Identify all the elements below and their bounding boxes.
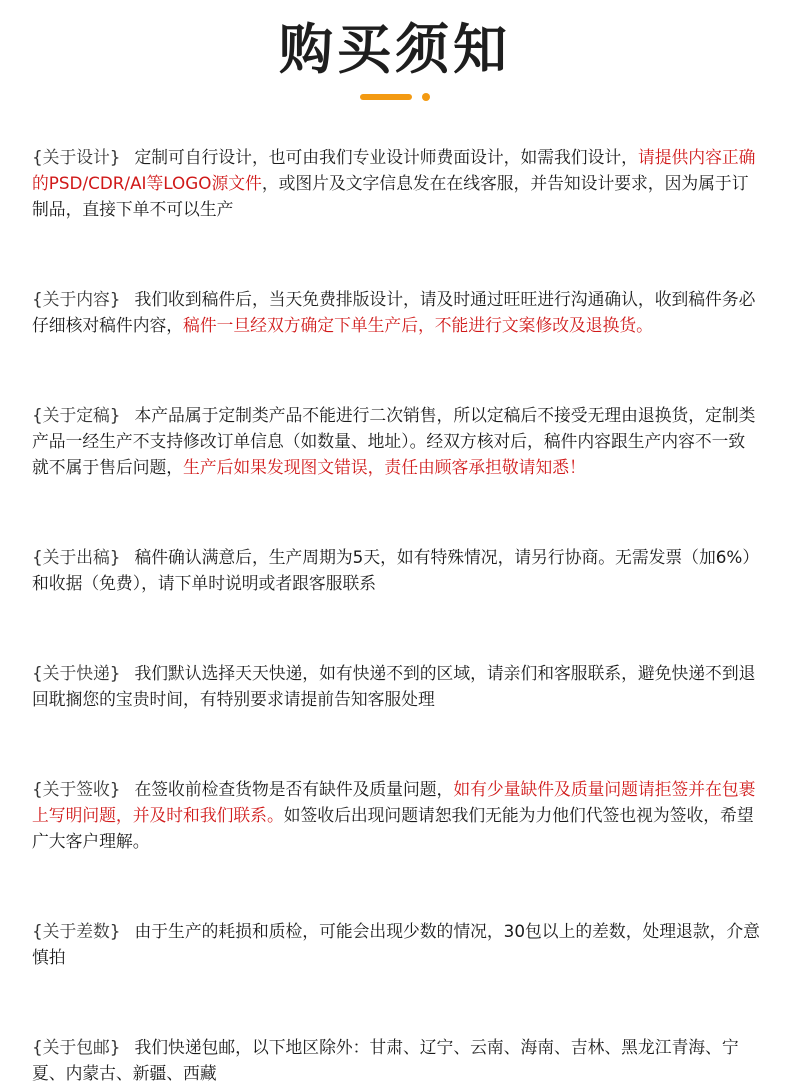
section-signing [32, 776, 760, 854]
section-label: {关于包邮} [32, 1037, 121, 1057]
section-label: {关于出稿} [32, 547, 121, 567]
section-highlight: 生产后如果发现图文错误，责任由顾客承担敬请知悉！ [183, 457, 586, 477]
section-label: {关于定稿} [32, 405, 121, 425]
section-label: {关于差数} [32, 921, 121, 941]
section-text: 稿件确认满意后，生产周期为5天，如有特殊情况，请另行协商。无需发票（加6%）和收据（免费），请下单时说明或者跟客服联系 [32, 547, 760, 593]
section-label: {关于内容} [32, 289, 121, 309]
section-text: 本产品属于定制类产品不能进行二次销售，所以定稿后不接受无理由退换货，定制类产品一经生产不支持修改订单信息（如数量、地址）。经双方核对后，稿件内容跟生产内容不一致就不属于售后问题， [32, 405, 756, 477]
section-design [32, 144, 760, 222]
notice-sections [32, 144, 760, 1086]
section-content [32, 286, 760, 338]
section-free-shipping [32, 1034, 760, 1086]
section-text: 我们快递包邮，以下地区除外：甘肃、辽宁、云南、海南、吉林、黑龙江青海、宁夏、内蒙古、新疆、西藏 [32, 1037, 739, 1083]
section-highlight: 请提供内容正确的PSD/CDR/AI等LOGO源文件 [32, 147, 756, 193]
section-shortage [32, 918, 760, 970]
section-highlight: 如有少量缺件及质量问题请拒签并在包裹上写明问题，并及时和我们联系。 [32, 779, 756, 825]
section-delivery [32, 660, 760, 712]
decor-bar [360, 94, 412, 100]
section-text: 在签收前检查货物是否有缺件及质量问题， [134, 779, 454, 799]
title-decoration [360, 92, 440, 102]
section-finalize [32, 402, 760, 480]
decor-dot [422, 93, 430, 101]
section-label: {关于设计} [32, 147, 121, 167]
section-highlight: 稿件一旦经双方确定下单生产后，不能进行文案修改及退换货。 [183, 315, 653, 335]
section-label: {关于签收} [32, 779, 121, 799]
section-text: 如签收后出现问题请恕我们无能为力他们代签也视为签收，希望广大客户理解。 [32, 805, 754, 851]
section-text: 定制可自行设计，也可由我们专业设计师费面设计，如需我们设计， [134, 147, 638, 167]
section-text: 我们默认选择天天快递，如有快递不到的区域，请亲们和客服联系，避免快递不到退回耽搁您的宝贵时间，有特别要求请提前告知客服处理 [32, 663, 756, 709]
section-text: 由于生产的耗损和质检，可能会出现少数的情况，30包以上的差数，处理退款，介意慎拍 [32, 921, 760, 967]
section-production [32, 544, 760, 596]
section-text: ，或图片及文字信息发在在线客服，并告知设计要求，因为属于订制品，直接下单不可以生产 [32, 173, 749, 219]
section-text: 我们收到稿件后，当天免费排版设计，请及时通过旺旺进行沟通确认，收到稿件务必仔细核对稿件内容， [32, 289, 756, 335]
section-label: {关于快递} [32, 663, 121, 683]
page-title: 购买须知 [279, 18, 511, 81]
